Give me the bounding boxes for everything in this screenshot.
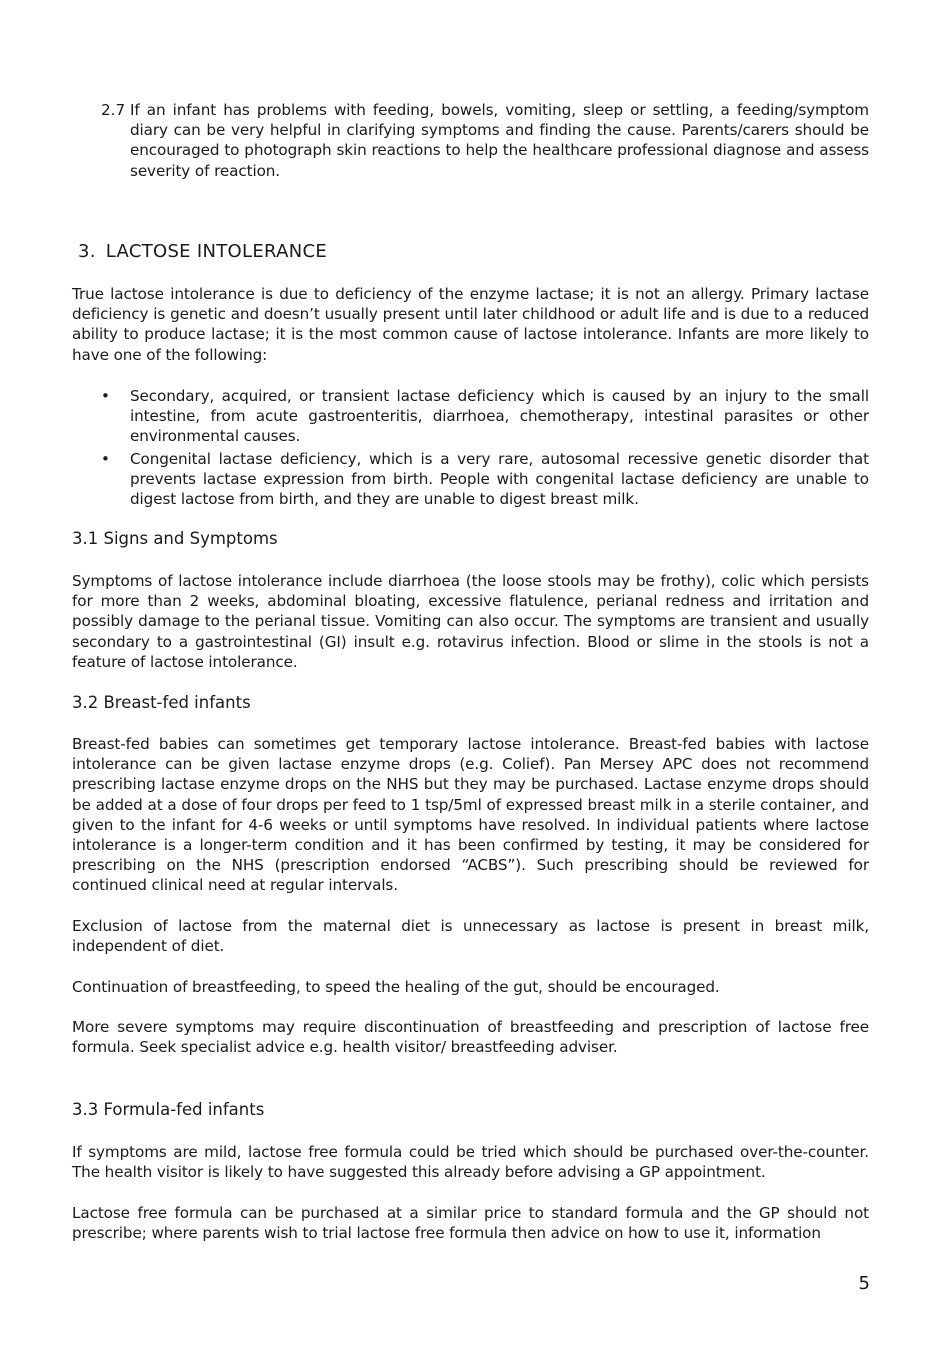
list-item xyxy=(101,449,869,510)
subheading-formula-fed-infants: 3.3 Formula-fed infants xyxy=(72,1100,265,1119)
list-item-text: Secondary, acquired, or transient lactase deficiency which is caused by an injury to the small intestine, from acute gastroenteritis, diarrhoea, chemotherapy, intestinal parasites or other environmental causes. xyxy=(130,387,869,446)
breast-fed-paragraph-2: Exclusion of lactose from the maternal diet is unnecessary as lactose is present in breast milk, independent of diet. xyxy=(72,917,869,956)
breast-fed-paragraph-1: Breast-fed babies can sometimes get temporary lactose intolerance. Breast-fed babies with lactose intolerance can be given lactase enzyme drops (e.g. Colief). Pan Mersey APC does not recommend prescribing lactase enzyme drops on the NHS but they may be purchased. Lactase enzyme drops should be added at a dose of four drops per feed to 1 tsp/5ml of expressed breast milk in a sterile container, and given to the infant for 4-6 weeks or until symptoms have resolved. In individual patients where lactose intolerance is a longer-term condition and it has been confirmed by testing, it may be considered for prescribing on the NHS (prescription endorsed “ACBS”). Such prescribing should be reviewed for continued clinical need at regular intervals. xyxy=(72,735,869,895)
breast-fed-paragraph-4: More severe symptoms may require discontinuation of breastfeeding and prescription of lactose free formula. Seek specialist advice e.g. health visitor/ breastfeeding adviser. xyxy=(72,1018,869,1057)
list-item xyxy=(101,386,869,447)
formula-fed-paragraph-2: Lactose free formula can be purchased at a similar price to standard formula and the GP should not prescribe; where parents wish to trial lactose free formula then advice on how to use it, information xyxy=(72,1204,869,1243)
section-number: 3. xyxy=(78,241,96,262)
subheading-breast-fed-infants: 3.2 Breast-fed infants xyxy=(72,693,251,712)
section-3-intro: True lactose intolerance is due to deficiency of the enzyme lactase; it is not an allergy. Primary lactase deficiency is genetic and doesn’t usually present until later childhood or adult life and is due to a reduced ability to produce lactase; it is the most common cause of lactose intolerance. Infants are more likely to have one of the following: xyxy=(72,285,869,364)
section-title: LACTOSE INTOLERANCE xyxy=(105,241,328,262)
section-heading-lactose-intolerance xyxy=(78,241,327,263)
numbered-paragraph-2-7 xyxy=(101,100,869,181)
bullet-icon: • xyxy=(101,387,110,405)
paragraph-number: 2.7 xyxy=(101,101,126,119)
paragraph-text: If an infant has problems with feeding, bowels, vomiting, sleep or settling, a feeding/symptom diary can be very helpful in clarifying symptoms and finding the cause. Parents/carers should be encouraged to photograph skin reactions to help the healthcare professional diagnose and assess severity of reaction. xyxy=(130,101,869,180)
page-number: 5 xyxy=(858,1273,870,1294)
formula-fed-paragraph-1: If symptoms are mild, lactose free formula could be tried which should be purchased over-the-counter. The health visitor is likely to have suggested this already before advising a GP appointment. xyxy=(72,1143,869,1182)
subheading-signs-symptoms: 3.1 Signs and Symptoms xyxy=(72,529,278,548)
bullet-icon: • xyxy=(101,449,110,468)
list-item-text: Congenital lactase deficiency, which is a very rare, autosomal recessive genetic disorder that prevents lactase expression from birth. People with congenital lactase deficiency are unable to digest lactose from birth, and they are unable to digest breast milk. xyxy=(130,449,869,509)
breast-fed-paragraph-3: Continuation of breastfeeding, to speed the healing of the gut, should be encouraged. xyxy=(72,978,720,996)
lactase-deficiency-list xyxy=(101,386,869,511)
signs-symptoms-text: Symptoms of lactose intolerance include diarrhoea (the loose stools may be frothy), colic which persists for more than 2 weeks, abdominal bloating, excessive flatulence, perianal redness and irritation and possibly damage to the perianal tissue. Vomiting can also occur. The symptoms are transient and usually secondary to a gastrointestinal (GI) insult e.g. rotavirus infection. Blood or slime in the stools is not a feature of lactose intolerance. xyxy=(72,572,869,671)
